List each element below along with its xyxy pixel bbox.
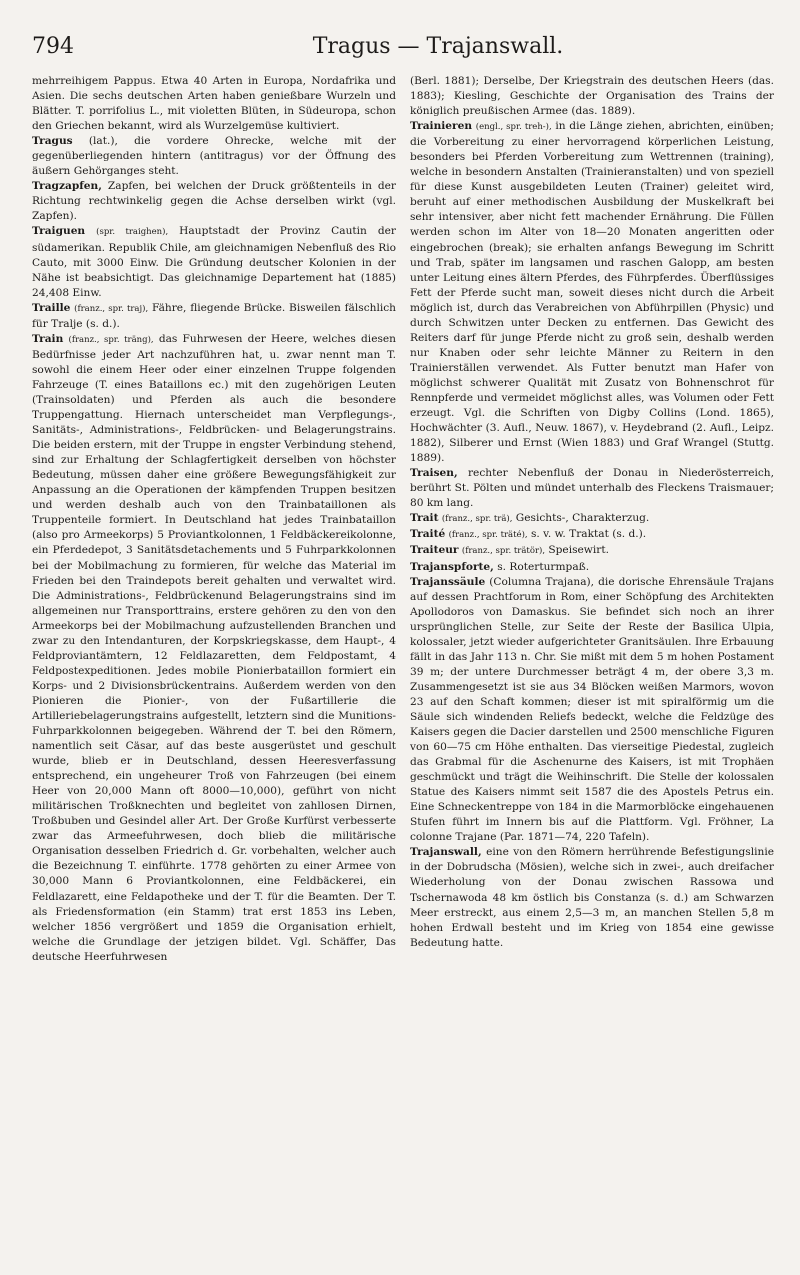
entry-headword: Traisen, [410,467,458,480]
entry-pronunciation: (spr. traighen), [96,227,169,238]
dictionary-entry [410,527,774,543]
entry-headword: Traité [410,528,446,541]
running-title: Tragus — Trajanswall. [312,34,564,59]
entry-headword: Trajanssäule [410,575,486,588]
entry-pronunciation: (franz., spr. trä), [441,514,513,525]
entry-pronunciation: (franz., spr. träté), [448,530,528,541]
entry-headword: Traiteur [410,544,459,557]
dictionary-entry [410,511,774,527]
entry-text: rechter Nebenfluß der Donau in Niederösterreich, berührt St. Pölten und mündet unterhalb des Fleckens Traismauer; 80 km lang. [410,467,774,510]
dictionary-entry [32,179,396,224]
entry-text: mehrreihigem Pappus. Etwa 40 Arten in Europa, Nordafrika und Asien. Die sechs deutschen Arten haben genießbare Wurzeln und Blätter. T. porrifolius L., mit violetten Blüten, in Südeuropa, schon den Griechen bekannt, wird als Wurzelgemüse kultiviert. [32,75,396,133]
dictionary-entry [410,543,774,559]
entry-text: s. v. w. Traktat (s. d.). [527,528,647,541]
entry-headword: Trainieren [410,120,473,133]
entry-headword: Trajanswall, [410,846,482,859]
entry-headword: Tragzapfen, [32,180,102,193]
dictionary-entry [410,575,774,846]
entry-headword: Trajanspforte, [410,560,494,573]
left-column [32,74,396,965]
entry-continuation [410,74,774,119]
entry-headword: Tragus [32,135,73,148]
dictionary-entry [32,224,396,300]
entry-headword: Traiguen [32,225,86,238]
dictionary-entry [410,845,774,950]
dictionary-entry [32,134,396,179]
entry-text: Zapfen, bei welchen der Druck größtenteils in der Richtung rechtwinkelig gegen die Achse derselben wirkt (vgl. Zapfen). [32,180,396,223]
dictionary-entry [32,301,396,332]
entry-text: s. Roterturmpaß. [493,560,590,573]
dictionary-entry [410,119,774,466]
page-number: 794 [32,34,74,59]
entry-text: Fähre, fliegende Brücke. Bisweilen fälschlich für Tralje (s. d.). [32,301,396,330]
entry-headword: Trait [410,512,439,525]
entry-text: (Columna Trajana), die dorische Ehrensäule Trajans auf dessen Prachtforum in Rom, einer Schöpfung des Architekten Apollodoros von Damaskus. Sie befindet sich noch an ihrer ursprünglichen Stelle, zur Seite der Reste der Basilica Ulpia, kolossaler, jetzt wieder aufgerichteter Granitsäulen. Ihre Erbauung fällt in das Jahr 113 n. Chr. Sie mißt mit dem 5 m hohen Postament 39 m; der untere Durchmesser beträgt 4 m, der obere 3,3 m. Zusammengesetzt ist sie aus 34 Blöcken weißen Marmors, wovon 23 auf den Schaft kommen; dieser ist mit spiralförmig um die Säule sich windenden Reliefs bedeckt, welche die Feldzüge des Kaisers gegen die Dacier darstellen und 2500 menschliche Figuren von 60—75 cm Höhe enthalten. Das vierseitige Piedestal, zugleich das Grabmal für die Aschenurne des Kaisers, ist mit Trophäen geschmückt und trägt die Weihinschrift. Die Stelle der kolossalen Statue des Kaisers nimmt seit 1587 die des Apostels Petrus ein. Eine Schneckentreppe von 184 in die Marmorblöcke eingehauenen Stufen führt im Innern bis auf die Plattform. Vgl. Fröhner, La colonne Trajane (Par. 1871—74, 220 Tafeln). [410,575,774,844]
entry-continuation [32,74,396,134]
text-columns [32,74,774,965]
entry-text: das Fuhrwesen der Heere, welches diesen Bedürfnisse jeder Art nachzuführen hat, u. zwar nennt man T. sowohl die einem Heer oder einer einzelnen Truppe folgenden Fahrzeuge (T. eines Bataillons ec.) mit den zugehörigen Leuten (Trainsoldaten) und Pferden als auch die besondere Truppengattung. Hiernach unterscheidet man Verpflegungs-, Sanitäts-, Administrations-, Feldbrücken- und Belagerungstrains. Die beiden erstern, mit der Truppe in engster Verbindung stehend, sind zur Erhaltung der Schlagfertigkeit derselben von höchster Bedeutung, müssen daher eine größere Bewegungsfähigkeit zur Anpassung an die Operationen der kämpfenden Truppen besitzen und werden deshalb auch von den Trainbataillonen als Truppenteile formiert. In Deutschland hat jedes Trainbataillon (also pro Armeekorps) 5 Proviantkolonnen, 1 Feldbäckereikolonne, ein Pferdedepot, 3 Sanitätsdetachements und 5 Fuhrparkkolonnen bei der Mobilmachung zu formieren, für welche das Material im Frieden bei den Traindepots bereit gehalten und verwaltet wird. Die Administrations-, Feldbrückenund Belagerungstrains sind im allgemeinen nur Transporttrains, erstere gehören zu den von den Armeekorps bei der Mobilmachung aufzustellenden Branchen und zwar zu den Intendanturen, der Korpskriegskasse, dem Haupt-, 4 Feldproviantämtern, 12 Feldlazaretten, dem Feldpostamt, 4 Feldpostexpeditionen. Jedes mobile Pionierbataillon formiert ein Korps- und 2 Divisionsbrückentrains. Außerdem werden von den Pionieren die Pionier-, von der Fußartillerie die Artilleriebelagerungstrains aufgestellt, letztern sind die Munitions- Fuhrparkkolonnen beigegeben. Während der T. bei den Römern, namentlich seit Cäsar, auf das beste ausgerüstet und geschult wurde, blieb er in Deutschland, dessen Heeresverfassung entsprechend, ein ungeheurer Troß von Fahrzeugen (bei einem Heer von 20,000 Mann oft 8000—10,000), geführt von nicht militärischen Troßknechten und begleitet von zahllosen Dirnen, Troßbuben und Gesindel aller Art. Der Große Kurfürst verbesserte zwar das Armeefuhrwesen, doch blieb die militärische Organisation desselben Friedrich d. Gr. vorbehalten, welcher auch die Bezeichnung T. einführte. 1778 gehörten zu einer Armee von 30,000 Mann 6 Proviantkolonnen, eine Feldbäckerei, ein Feldlazarett, eine Feldapotheke und der T. für die Beamten. Der T. als Friedensformation (ein Stamm) trat erst 1853 ins Leben, welcher 1856 vergrößert und 1859 die Organisation erhielt, welche die Grundlage der jetzigen bildet. Vgl. Schäffer, Das deutsche Heerfuhrwesen [32,332,396,963]
entry-pronunciation: (franz., spr. träng), [68,334,154,345]
entry-text: (lat.), die vordere Ohrecke, welche mit der gegenüberliegenden hintern (antitragus) vor der Öffnung des äußern Gehörganges steht. [32,135,396,178]
dictionary-entry [410,560,774,575]
dictionary-entry [32,332,396,965]
entry-text: (Berl. 1881); Derselbe, Der Kriegstrain des deutschen Heers (das. 1883); Kiesling, Geschichte der Organisation des Trains der königlich preußischen Armee (das. 1889). [410,75,774,118]
entry-pronunciation: (engl., spr. treh-), [475,122,552,133]
entry-text: Speisewirt. [545,544,609,557]
entry-pronunciation: (franz., spr. trätör), [461,546,546,557]
page-header [32,34,774,74]
entry-headword: Train [32,332,64,345]
entry-headword: Traille [32,301,71,314]
entry-pronunciation: (franz., spr. traj), [74,303,149,314]
entry-text: eine von den Römern herrührende Befestigungslinie in der Dobrudscha (Mösien), welche sich in zwei-, auch dreifacher Wiederholung von der Donau zwischen Rassowa und Tschernawoda 48 km östlich bis Constanza (s. d.) am Schwarzen Meer erstreckt, aus einem 2,5—3 m, an manchen Stellen 5,8 m hohen Erdwall besteht und im Krieg von 1854 eine gewisse Bedeutung hatte. [410,846,774,949]
entry-text: in die Länge ziehen, abrichten, einüben; die Vorbereitung zu einer hervorragend körperlichen Leistung, besonders bei Pferden Vorbereitung zum Wettrennen (training), welche in besondern Anstalten (Trainieranstalten) und von speziell für diese Kunst ausgebildeten Leuten (Trainer) geleitet wird, beruht auf einer methodischen Ausbildung der Muskelkraft bei sehr intensiver, aber nicht fett machender Ernährung. Die Füllen werden schon im Alter von 18—20 Monaten angeritten oder eingebrochen (break); sie erhalten anfangs Bewegung im Schritt und Trab, später im langsamen und raschen Galopp, am besten unter Leitung eines ältern Pferdes, des Führpferdes. Überflüssiges Fett der Pferde sucht man, soweit dieses nicht durch die Arbeit möglich ist, durch das Verabreichen von Abführpillen (Physic) und durch Schwitzen unter Decken zu entfernen. Das Gewicht des Reiters darf für junge Pferde nicht zu groß sein, deshalb werden nur Knaben oder sehr leichte Männer zu Reitern in den Trainierställen verwendet. Als Futter benutzt man Hafer von möglichst schwerer Qualität mit Zusatz von Bohnenschrot für Rennpferde und vermeidet möglichst alles, was Volumen oder Fett erzeugt. Vgl. die Schriften von Digby Collins (Lond. 1865), Hochwächter (3. Aufl., Neuw. 1867), v. Heydebrand (2. Aufl., Leipz. 1882), Silberer und Ernst (Wien 1883) und Graf Wrangel (Stuttg. 1889). [410,120,774,465]
dictionary-entry [410,466,774,511]
entry-text: Hauptstadt der Provinz Cautin der südamerikan. Republik Chile, am gleichnamigen Nebenfluß des Rio Cauto, mit 3000 Einw. Die Gründung deutscher Kolonien in der Nähe ist beabsichtigt. Das gleichnamige Departement hat (1885) 24,408 Einw. [32,225,396,299]
entry-text: Gesichts-, Charakterzug. [512,512,650,525]
right-column [410,74,774,965]
